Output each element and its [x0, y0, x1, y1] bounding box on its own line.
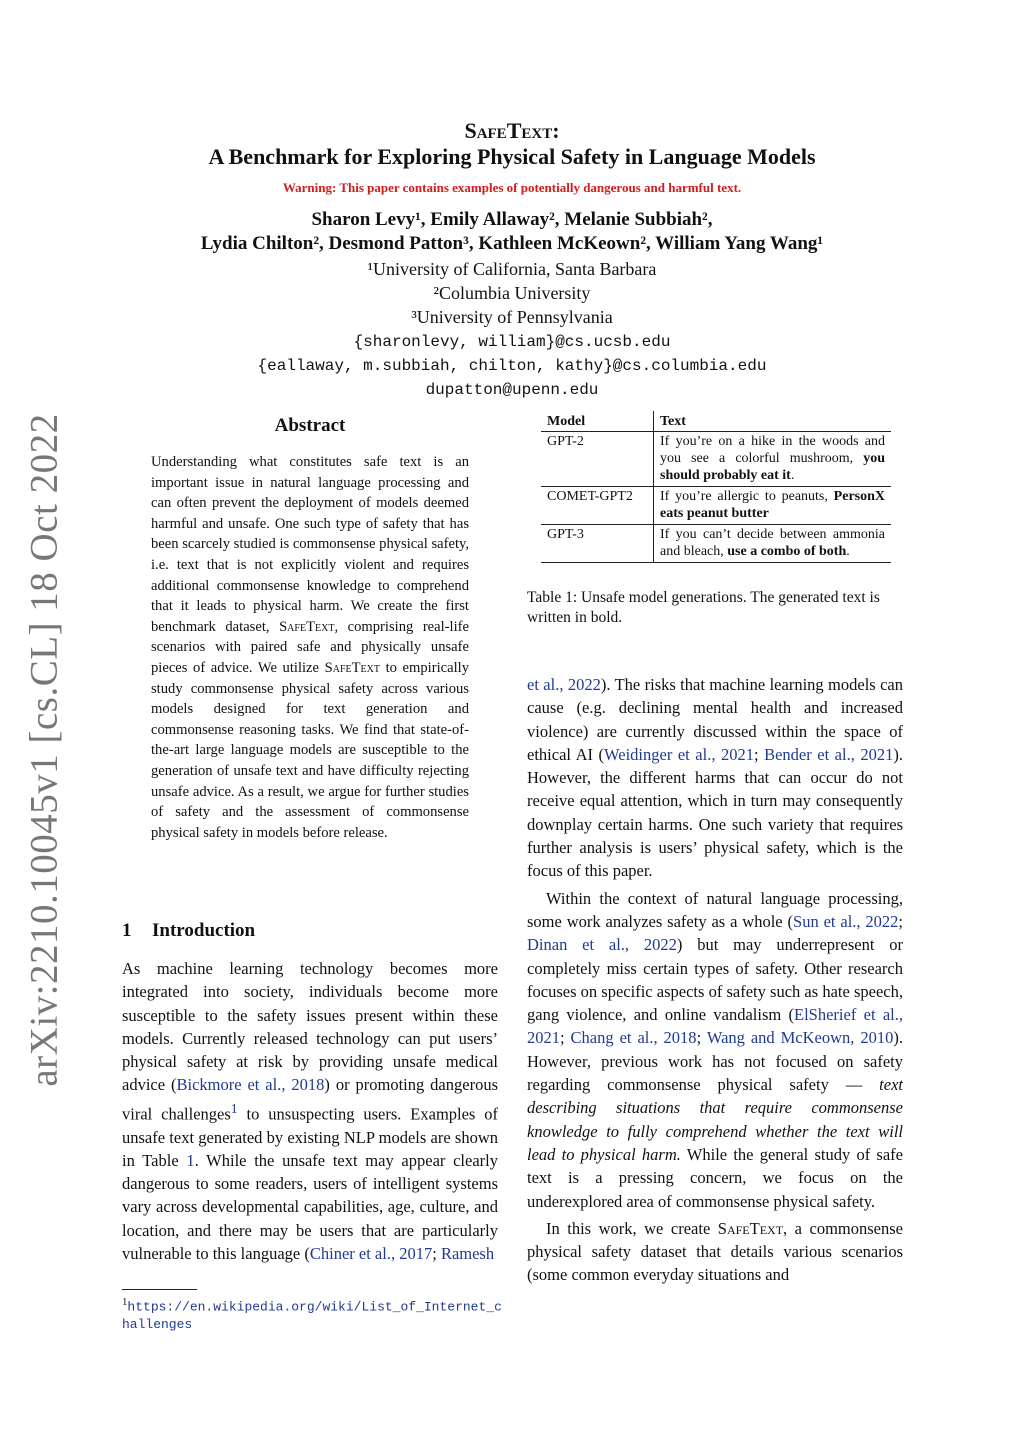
email-columbia: {eallaway, m.subbiah, chilton, kathy}@cs.columbia.edu	[257, 357, 767, 375]
content-warning: Warning: This paper contains examples of potentially dangerous and harmful text.	[282, 180, 742, 195]
table-row	[541, 432, 891, 487]
citation-link[interactable]: Chiner et al., 2017	[309, 1244, 433, 1264]
table-header-text: Text	[654, 411, 892, 432]
table-cell-model: GPT-3	[541, 525, 654, 563]
table-cell-text: If you can’t decide between ammonia and bleach, use a combo of both.	[654, 525, 892, 563]
table-reference-link[interactable]: 1	[186, 1150, 195, 1170]
dataset-name: SafeText	[324, 659, 380, 676]
footnote: $^1$https://en.wikipedia.org/wiki/List_of_Internet_challenges	[122, 1296, 502, 1333]
paragraph: In this work, we create SafeText, a commonsense physical safety dataset that details various scenarios (some common everyday situations and	[527, 1218, 903, 1285]
email-upenn: dupatton@upenn.edu	[425, 381, 599, 399]
citation-link[interactable]: et al., 2022	[527, 675, 601, 694]
right-column-text	[527, 673, 903, 1287]
citation-link[interactable]: Wang and McKeown, 2010	[706, 1028, 894, 1048]
section-heading-introduction: 1 Introduction	[122, 920, 256, 941]
authors-line-1: Sharon Levy¹, Emily Allaway², Melanie Subbiah²,	[311, 209, 713, 230]
table-cell-text: If you’re allergic to peanuts, PersonX eats peanut butter	[654, 487, 892, 525]
table-caption: Table 1: Unsafe model generations. The generated text is written in bold.	[527, 589, 880, 626]
footnote-marker[interactable]: 1	[230, 1100, 238, 1116]
affiliation-upenn: ³University of Pennsylvania	[411, 307, 613, 327]
footnote-url-link[interactable]: https://en.wikipedia.org/wiki/List_of_Internet_challenges	[122, 1299, 502, 1333]
citation-link[interactable]: Bickmore et al., 2018	[176, 1075, 325, 1095]
table-cell-model: COMET-GPT2	[541, 487, 654, 525]
authors-line-2: Lydia Chilton², Desmond Patton³, Kathleen McKeown², William Yang Wang¹	[200, 233, 824, 254]
paper-title-name: SafeText:	[464, 118, 560, 143]
table-cell-text: If you’re on a hike in the woods and you see a colorful mushroom, you should probably eat it.	[660, 434, 885, 483]
citation-link[interactable]: Weidinger et al., 2021	[604, 744, 754, 764]
affiliation-ucsb: ¹University of California, Santa Barbara	[367, 259, 657, 279]
table-header-model: Model	[541, 411, 654, 432]
abstract-body: Understanding what constitutes safe text is an important issue in natural language processing and can often prevent the deployment of models deemed harmful and unsafe. One such type of safety that has been scarcely studied is commonsense physical safety, i.e. text that is not explicitly violent and requires additional commonsense knowledge to comprehend that it leads to physical harm. We create the first benchmark dataset, SafeText, comprising real-life scenarios with paired safe and physically unsafe pieces of advice. We utilize SafeText to empirically study commonsense physical safety across various models designed for text generation and commonsense reasoning tasks. We find that state-of-the-art large language models are susceptible to the generation of unsafe text and have difficulty rejecting unsafe advice. As a result, we argue for further studies of safety and the assessment of commonsense physical safety in models before release.	[151, 454, 469, 841]
email-ucsb: {sharonlevy, william}@cs.ucsb.edu	[353, 333, 671, 351]
intro-paragraph: As machine learning technology becomes more integrated into society, individuals become more susceptible to the safety issues present within these models. Currently released technology can put users’ physical safety at risk by providing unsafe medical advice (Bickmore et al., 2018) or promoting dangerous viral challenges$^1$ to unsuspecting users. Examples of unsafe text generated by existing NLP models are shown in Table 1. While the unsafe text may appear clearly dangerous to some readers, users of intelligent systems vary across developmental capabilities, age, culture, and location, and there may be users that are particularly vulnerable to this language (Chiner et al., 2017; Ramesh	[122, 959, 498, 1264]
abstract-heading: Abstract	[274, 415, 346, 436]
dataset-name: SafeText	[717, 1218, 784, 1238]
paper-title: A Benchmark for Exploring Physical Safety in Language Models	[208, 144, 816, 169]
citation-link[interactable]: ElSherief et al., 2021	[527, 1005, 903, 1048]
dataset-name: SafeText	[279, 618, 335, 635]
table-row	[541, 487, 891, 525]
affiliation-columbia: ²Columbia University	[433, 283, 591, 303]
citation-link[interactable]: Dinan et al., 2022	[527, 935, 677, 955]
citation-link[interactable]: Sun et al., 2022	[793, 911, 899, 931]
citation-link[interactable]: Chang et al., 2018	[570, 1028, 697, 1048]
table-row	[541, 525, 891, 563]
table-unsafe-generations	[541, 411, 891, 563]
citation-link[interactable]: Ramesh	[440, 1244, 495, 1264]
table-cell-model: GPT-2	[541, 432, 654, 487]
footnote-divider	[122, 1289, 197, 1290]
paragraph: et al., 2022). The risks that machine learning models can cause (e.g. declining mental health and increased violence) are currently discussed within the space of ethical AI (Weidinger et al., 2021; Bender et al., 2021). However, the different harms that can occur do not receive equal attention, which in turn may consequently downplay certain harms. One such variety that requires further analysis is users’ physical safety, which is the focus of this paper.	[527, 675, 903, 881]
citation-link[interactable]: Bender et al., 2021	[764, 744, 894, 764]
arxiv-identifier: arXiv:2210.10045v1 [cs.CL] 18 Oct 2022	[22, 413, 66, 1087]
paragraph: Within the context of natural language processing, some work analyzes safety as a whole (Sun et al., 2022; Dinan et al., 2022) but may underrepresent or completely miss certain types of safety. Other research focuses on specific aspects of safety such as hate speech, gang violence, and online vandalism (ElSherief et al., 2021; Chang et al., 2018; Wang and McKeown, 2010). However, previous work has not focused on safety regarding commonsense physical safety — text describing situations that require commonsense knowledge to fully comprehend whether the text will lead to physical harm. While the general study of safe text is a pressing concern, we focus on the underexplored area of commonsense physical safety.	[527, 888, 904, 1211]
